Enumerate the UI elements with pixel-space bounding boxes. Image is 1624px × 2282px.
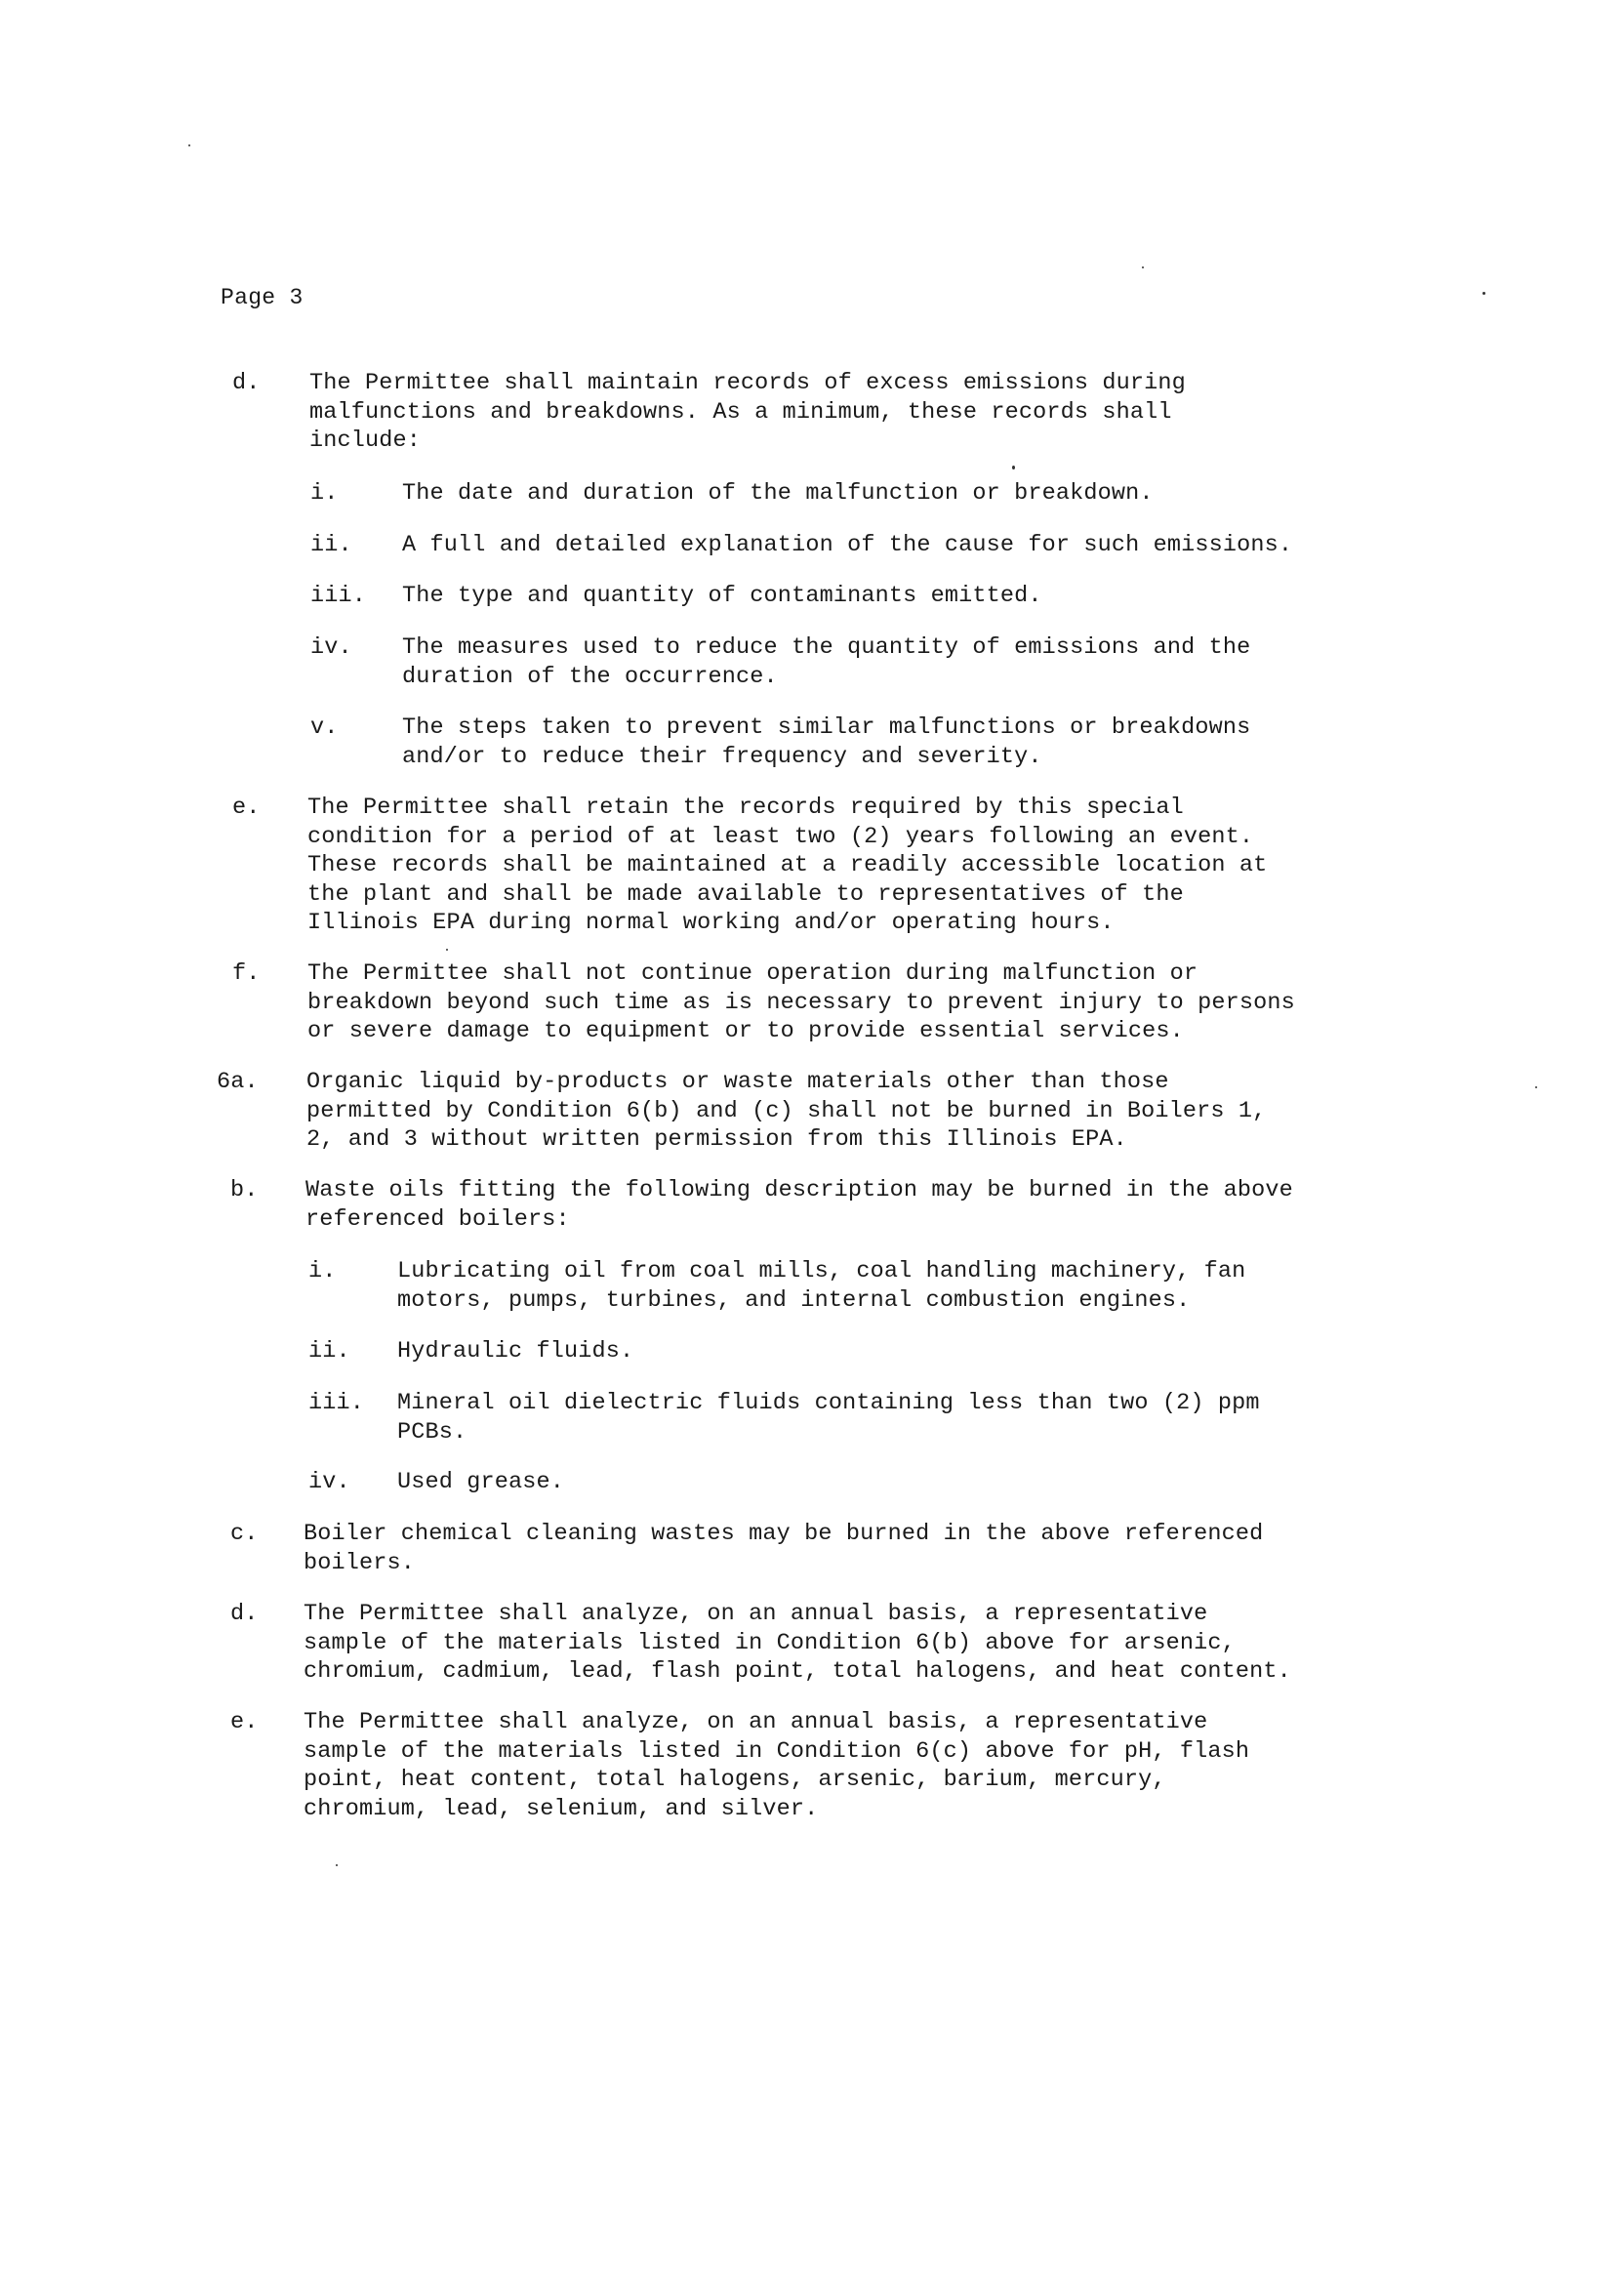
item-text: Organic liquid by-products or waste materials other than those permitted by Condition 6(b) and (c) shall not be burned in Boilers 1, 2, and 3 without written permission from this Illinois EPA. — [306, 1069, 1267, 1153]
item-text: The type and quantity of contaminants emitted. — [402, 583, 1042, 609]
item-text: The Permittee shall retain the records required by this special condition for a period of at least two (2) years following an event. These records shall be maintained at a readily accessible location at the plant and shall be made available to representatives of the Illinois EPA during normal working and/or operating hours. — [307, 795, 1268, 936]
item-label: iv. — [308, 1469, 350, 1495]
item-text: The Permittee shall analyze, on an annual basis, a representative sample of the materials listed in Condition 6(b) above for arsenic, chromium, cadmium, lead, flash point, total halogens, and heat content. — [304, 1601, 1291, 1685]
item-text: A full and detailed explanation of the cause for such emissions. — [402, 532, 1293, 558]
item-label: iv. — [310, 634, 352, 661]
scan-speck — [1142, 266, 1144, 268]
item-text: The measures used to reduce the quantity of emissions and the duration of the occurrence. — [402, 634, 1251, 690]
item-text: Mineral oil dielectric fluids containing less than two (2) ppm PCBs. — [397, 1390, 1260, 1446]
scan-speck — [1012, 466, 1015, 469]
item-label: iii. — [310, 583, 367, 609]
item-text: The Permittee shall not continue operation during malfunction or breakdown beyond such time as is necessary to prevent injury to persons or severe damage to equipment or to provide essential services. — [307, 960, 1295, 1044]
item-text: The steps taken to prevent similar malfunctions or breakdowns and/or to reduce their frequency and severity. — [402, 714, 1251, 770]
item-label: v. — [310, 714, 339, 741]
item-label: i. — [308, 1258, 337, 1284]
item-text: The Permittee shall analyze, on an annual basis, a representative sample of the materials listed in Condition 6(c) above for pH, flash point, heat content, total halogens, arsenic, barium, mercury, chromium, lead, selenium, and silver. — [304, 1709, 1250, 1822]
page-number: Page 3 — [221, 285, 304, 310]
item-label: e. — [230, 1709, 259, 1735]
item-text: The Permittee shall maintain records of excess emissions during malfunctions and breakdowns. As a minimum, these records shall include: — [309, 370, 1186, 454]
item-text: Lubricating oil from coal mills, coal handling machinery, fan motors, pumps, turbines, and internal combustion engines. — [397, 1258, 1246, 1314]
item-text: The date and duration of the malfunction or breakdown. — [402, 480, 1154, 507]
item-text: Used grease. — [397, 1469, 565, 1495]
item-label: d. — [232, 370, 261, 396]
item-text: Boiler chemical cleaning wastes may be burned in the above referenced boilers. — [304, 1521, 1264, 1576]
item-label: f. — [232, 960, 261, 987]
item-label: ii. — [310, 532, 352, 558]
item-label: d. — [230, 1601, 259, 1627]
scan-speck — [336, 1864, 338, 1866]
scan-speck — [1482, 292, 1485, 295]
item-label: iii. — [308, 1390, 365, 1416]
item-label: b. — [230, 1177, 259, 1203]
item-label: ii. — [308, 1338, 350, 1365]
item-label: i. — [310, 480, 339, 507]
item-text: Hydraulic fluids. — [397, 1338, 634, 1365]
item-label: e. — [232, 795, 261, 821]
scan-speck — [1535, 1086, 1537, 1088]
scan-speck — [446, 949, 448, 951]
item-text: Waste oils fitting the following description may be burned in the above referenced boilers: — [305, 1177, 1293, 1233]
item-label: c. — [230, 1521, 259, 1547]
scan-speck — [188, 144, 190, 146]
item-label: 6a. — [217, 1069, 259, 1095]
